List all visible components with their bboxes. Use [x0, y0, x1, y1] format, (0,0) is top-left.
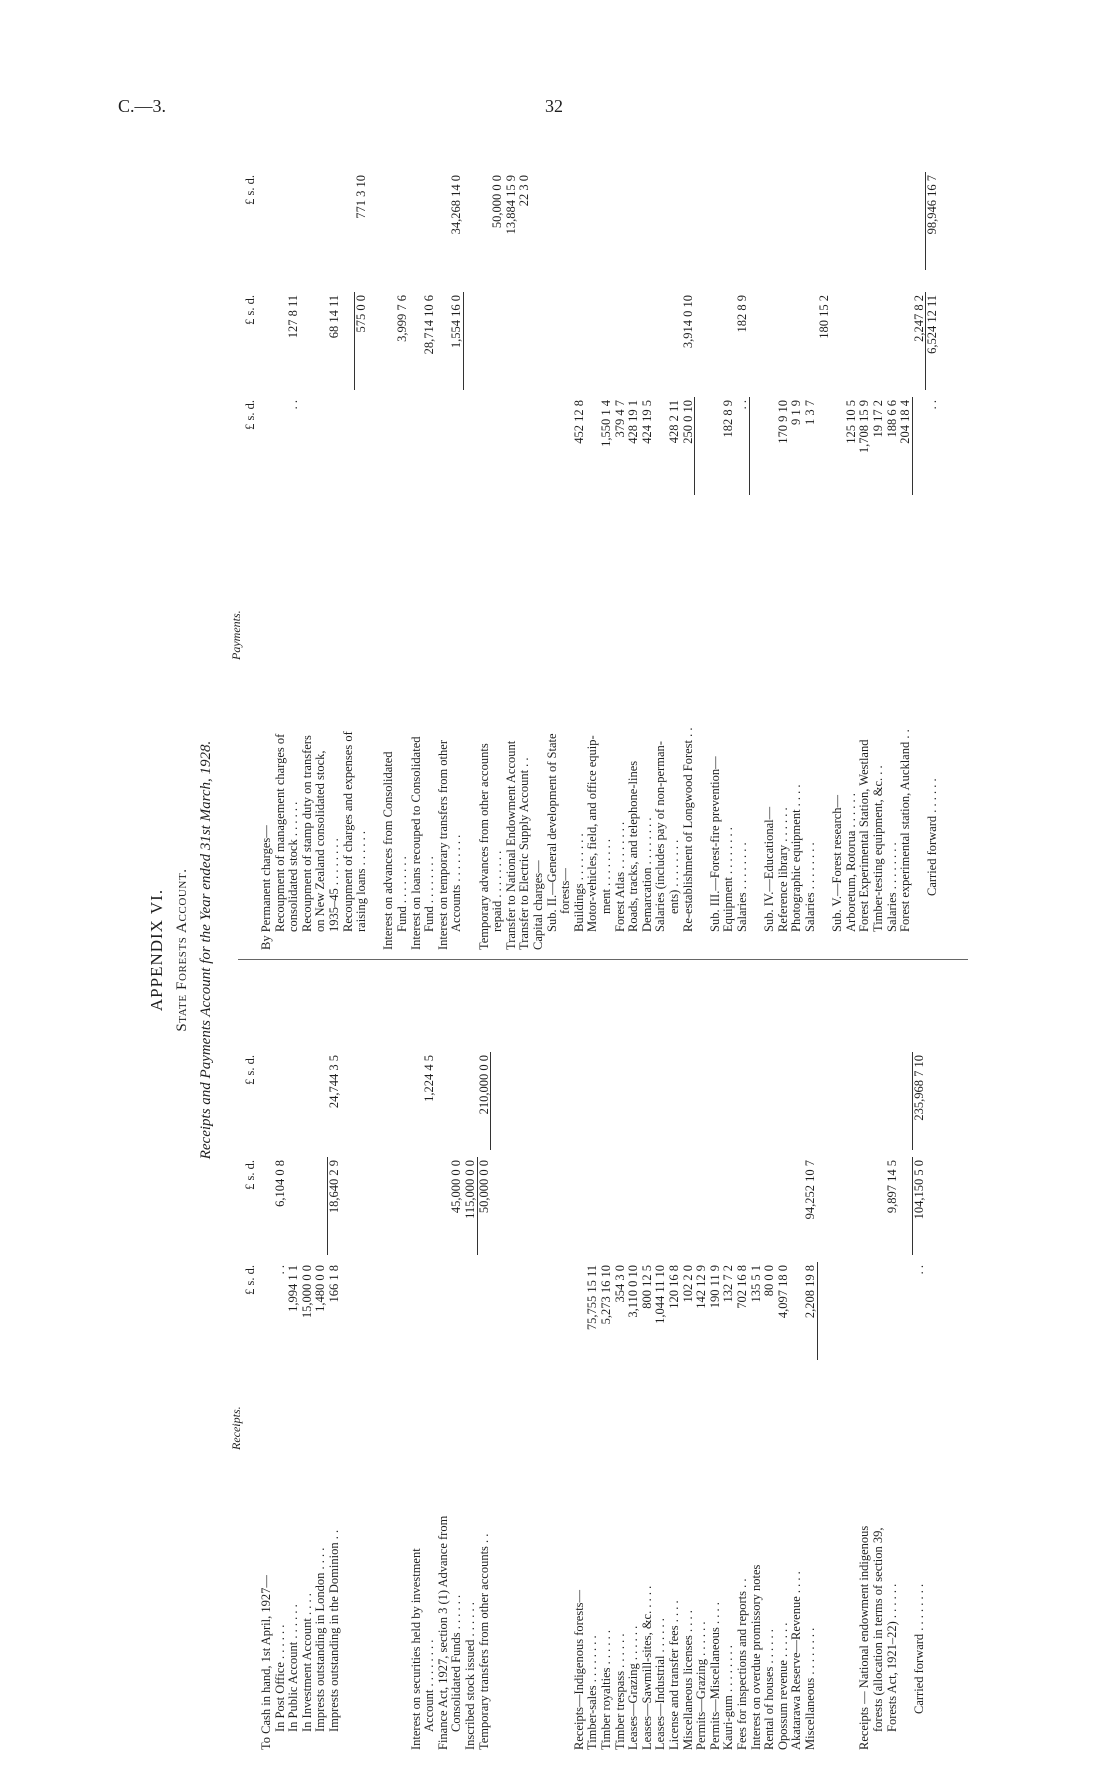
payment-line-label: Fund . . . . . . . .: [395, 856, 409, 932]
receipt-line-label: Forests Act, 1921–22) . . . . . .: [884, 1583, 899, 1732]
receipt-line-label: Akatarawa Reserve—Revenue . . . .: [789, 1571, 804, 1750]
payment-total-amount: 98,946 16 7: [925, 175, 940, 235]
receipt-line-label: Timber trespass . . . . . .: [612, 1633, 627, 1750]
receipt-subtotal-amount: 104,150 5 0: [911, 1160, 926, 1220]
receipt-line-amount: 142 12 9: [694, 1265, 709, 1309]
payment-line-label: Timber-testing equipment, &c. . .: [871, 765, 885, 932]
payment-total-amount: 50,000 0 0: [490, 175, 505, 229]
receipt-line-amount: . .: [911, 1265, 926, 1275]
payment-line-label: Transfer to Electric Supply Account . .: [517, 757, 532, 950]
receipt-subtotal-amount: 94,252 10 7: [803, 1160, 817, 1220]
statement-subtitle: Receipts and Payments Account for the Year ended 31st March, 1928.: [198, 740, 214, 1160]
payment-line-amount: 204 18 4: [898, 400, 913, 444]
payment-line-label: repaid . . . . . . . .: [490, 850, 505, 932]
payment-line-amount: . .: [735, 400, 749, 410]
payment-line-label: Temporary advances from other accounts: [476, 743, 491, 950]
payment-line-amount: 428 2 11: [667, 400, 681, 444]
receipt-line-amount: 1,480 0 0: [313, 1265, 328, 1312]
payment-line-label: Arboretum, Rotorua . . . . . .: [843, 793, 858, 932]
receipt-line-label: Leases—Industrial . . . . . .: [653, 1618, 668, 1750]
payment-line-label: ment . . . . . . . .: [599, 839, 613, 914]
payment-subtotal-amount: 3,999 7 6: [395, 295, 409, 342]
receipt-line-label: Leases—Sawmill-sites, &c. . . . .: [639, 1585, 654, 1750]
payment-line-label: Salaries (includes pay of non-perman-: [653, 741, 668, 932]
receipt-line-amount: 190 11 9: [707, 1265, 722, 1309]
receipt-sum-rule: [912, 1052, 913, 1150]
receipt-line-amount: 132 7 2: [721, 1265, 736, 1303]
payment-line-label: Forest experimental station, Auckland . .: [898, 729, 913, 932]
payment-subtotal-amount: 1,554 16 0: [449, 295, 464, 349]
payment-line-amount: 125 10 5: [843, 400, 858, 444]
receipt-line-label: In Post Office . . . . . .: [272, 1624, 287, 1732]
payment-line-label: Forest Experimental Station, Westland: [857, 739, 872, 932]
payment-line-label: Buildings . . . . . . . .: [571, 833, 586, 932]
payment-total-amount: 771 3 10: [354, 175, 369, 219]
payment-line-label: Recoupment of charges and expenses of: [340, 731, 355, 932]
receipt-line-label: Account . . . . . . . .: [422, 1639, 437, 1732]
payment-subtotal-amount: 182 8 9: [735, 295, 749, 333]
receipt-line-label: Permits—Miscellaneous . . . .: [707, 1602, 722, 1750]
receipt-line-label: Opossum revenue . . . . . .: [775, 1622, 790, 1750]
payment-subtotal-amount: 2,247 8 2: [911, 295, 926, 342]
payment-line-label: Carried forward . . . . . .: [925, 778, 940, 896]
receipt-line-label: Rental of houses . . . . . .: [762, 1629, 777, 1750]
receipt-line-label: Temporary transfers from other accounts . .: [476, 1533, 491, 1750]
payment-sum-rule: [463, 292, 464, 390]
receipt-currency-head: £ s. d.: [243, 1265, 257, 1295]
payment-sum-rule: [912, 397, 913, 495]
receipt-line-label: Permits—Grazing . . . . . .: [694, 1621, 709, 1750]
payment-sum-rule: [694, 397, 695, 495]
payment-subtotal-amount: 127 8 11: [286, 295, 301, 339]
appendix-title: APPENDIX VI.: [147, 888, 166, 1012]
payment-line-amount: 1,550 1 4: [599, 400, 613, 447]
payment-subtotal-amount: 6,524 12 11: [925, 295, 940, 354]
payment-line-amount: 182 8 9: [721, 400, 736, 438]
payment-line-label: on New Zealand consolidated stock,: [313, 750, 328, 932]
payment-line-label: 1935–45 . . . . . . . .: [327, 838, 341, 932]
payment-currency-head: £ s. d.: [243, 295, 257, 325]
payment-line-label: Sub. V.—Forest research—: [830, 794, 845, 932]
payment-subtotal-amount: 180 15 2: [816, 295, 831, 339]
payment-line-label: Photographic equipment . . . .: [789, 784, 804, 932]
payment-line-amount: 452 12 8: [571, 400, 586, 444]
payment-line-label: Salaries . . . . . . . .: [803, 842, 817, 932]
receipt-currency-head: £ s. d.: [243, 1160, 257, 1190]
payment-sum-rule: [749, 397, 750, 495]
receipt-line-label: Miscellaneous licenses . . . .: [680, 1610, 695, 1750]
receipt-line-label: License and transfer fees . . . .: [667, 1600, 681, 1750]
payment-subtotal-amount: 575 0 0: [354, 295, 369, 333]
payment-line-label: Motor-vehicles, field, and office equip-: [585, 735, 600, 932]
payment-line-label: Sub. II.—General development of State: [544, 733, 559, 932]
receipt-line-label: Carried forward . . . . . . . .: [911, 1583, 926, 1714]
payment-subtotal-amount: 68 14 11: [327, 295, 341, 339]
payment-line-amount: 1,708 15 9: [857, 400, 872, 454]
receipt-line-label: Receipts — National endowment indigenous: [857, 1525, 872, 1750]
payment-line-label: Roads, tracks, and telephone-lines: [626, 760, 641, 932]
payment-sum-rule: [354, 292, 355, 390]
payment-line-label: raising loans . . . . . .: [354, 830, 369, 932]
receipt-line-amount: 135 5 1: [748, 1265, 763, 1303]
payment-line-label: Interest on loans recouped to Consolidated: [408, 736, 423, 950]
page-ref: C.—3.: [118, 96, 167, 116]
receipt-line-amount: 166 1 8: [327, 1265, 341, 1303]
receipt-line-label: Miscellaneous . . . . . . . .: [803, 1627, 817, 1750]
payment-line-label: Equipment . . . . . . . .: [721, 827, 736, 932]
receipt-line-amount: 4,097 18 0: [775, 1265, 790, 1319]
receipt-line-label: Imprests outstanding in London . . . .: [313, 1547, 328, 1732]
receipt-line-amount: . .: [272, 1265, 287, 1275]
payment-subtotal-amount: 3,914 0 10: [680, 295, 695, 349]
receipt-line-label: Inscribed stock issued . . . . . .: [463, 1602, 477, 1750]
payment-line-amount: 428 19 1: [626, 400, 641, 444]
receipt-line-amount: 354 3 0: [612, 1265, 627, 1303]
account-title: State Forests Account.: [174, 868, 190, 1032]
payment-line-amount: . .: [286, 400, 301, 410]
receipt-subtotal-amount: 115,000 0 0: [463, 1160, 477, 1219]
payment-line-label: Reference library . . . . . .: [775, 807, 790, 932]
receipt-currency-head: £ s. d.: [243, 1055, 257, 1085]
payment-line-label: Demarcation . . . . . . . .: [639, 817, 654, 932]
payment-line-label: Forest Atlas . . . . . . . .: [612, 821, 627, 932]
payment-line-label: Salaries . . . . . . . .: [884, 842, 899, 932]
center-divider: [238, 959, 968, 960]
receipt-line-amount: 2,208 19 8: [803, 1265, 817, 1319]
receipt-line-label: Interest on overdue promissory notes: [748, 1564, 763, 1750]
payment-line-amount: 188 6 6: [884, 400, 899, 438]
receipt-subtotal-amount: 50,000 0 0: [476, 1160, 491, 1214]
receipt-line-amount: 80 0 0: [762, 1265, 777, 1297]
payment-sum-rule: [925, 292, 926, 390]
payment-subtotal-amount: 28,714 10 6: [422, 295, 437, 355]
payment-line-label: ents) . . . . . . . .: [667, 839, 681, 914]
receipt-sum-rule: [327, 1157, 328, 1255]
receipt-total-amount: 1,224 4 5: [422, 1055, 437, 1102]
payment-line-label: Interest on temporary transfers from other: [435, 740, 450, 950]
receipt-line-label: To Cash in hand, 1st April, 1927—: [259, 1575, 273, 1750]
payment-line-label: consolidated stock . . . . . .: [286, 801, 301, 932]
payment-line-amount: 250 0 10: [680, 400, 695, 444]
payment-line-amount: 9 1 9: [789, 400, 804, 425]
payment-total-amount: 34,268 14 0: [449, 175, 464, 235]
payment-line-label: Sub. IV.—Educational—: [762, 806, 777, 932]
receipt-line-amount: 75,755 15 11: [585, 1265, 600, 1331]
payment-line-amount: 19 17 2: [871, 400, 885, 438]
payment-line-amount: . .: [925, 400, 940, 410]
payment-line-label: Recoupment of stamp duty on transfers: [299, 735, 314, 932]
receipt-line-amount: 1,994 1 1: [286, 1265, 301, 1312]
rotated-statement: [147, 150, 980, 1750]
receipt-subtotal-amount: 6,104 0 8: [272, 1160, 287, 1207]
payment-line-label: Re-establishment of Longwood Forest . .: [680, 727, 695, 932]
payment-line-label: Recoupment of management charges of: [272, 733, 287, 932]
receipt-line-amount: 1,044 11 10: [653, 1265, 668, 1324]
receipt-line-label: Imprests outstanding in the Dominion . .: [327, 1529, 341, 1732]
receipt-line-label: Consolidated Funds . . . . . .: [449, 1594, 464, 1732]
payment-line-amount: 170 9 10: [775, 400, 790, 444]
payments-heading: Payments.: [229, 610, 243, 660]
receipt-line-label: Leases—Grazing . . . . . .: [626, 1625, 641, 1750]
receipt-total-amount: 210,000 0 0: [476, 1055, 491, 1115]
receipt-line-label: Timber-sales . . . . . . . .: [585, 1635, 600, 1750]
receipt-line-label: Timber royalties . . . . . .: [599, 1629, 613, 1750]
payment-line-label: Interest on advances from Consolidated: [381, 751, 396, 950]
receipt-line-amount: 800 12 5: [639, 1265, 654, 1309]
receipt-sum-rule: [912, 1157, 913, 1255]
receipt-line-amount: 102 2 0: [680, 1265, 695, 1303]
payment-line-label: Fund . . . . . . . .: [422, 856, 437, 932]
receipt-line-amount: 15,000 0 0: [299, 1265, 314, 1319]
page-number: 32: [545, 96, 563, 116]
payment-total-amount: 13,884 15 9: [503, 175, 518, 235]
receipt-line-label: Receipts—Indigenous forests—: [571, 1589, 586, 1750]
payment-line-amount: 379 4 7: [612, 400, 627, 438]
receipt-line-amount: 3,110 0 10: [626, 1265, 641, 1318]
payment-line-label: By Permanent charges—: [259, 825, 273, 950]
payment-line-label: forests—: [558, 868, 573, 914]
receipt-subtotal-amount: 18,640 2 9: [327, 1160, 341, 1214]
receipts-heading: Receipts.: [229, 1406, 243, 1450]
receipt-line-label: In Public Account . . . . . .: [286, 1604, 301, 1732]
receipt-line-label: In Investment Account . . . .: [299, 1593, 314, 1732]
payment-total-amount: 22 3 0: [517, 175, 532, 207]
receipt-line-amount: 120 16 8: [667, 1265, 681, 1309]
payment-sum-rule: [925, 172, 926, 270]
receipt-total-amount: 235,968 7 10: [911, 1055, 926, 1121]
receipt-sum-rule: [817, 1262, 818, 1360]
payment-line-label: Transfer to National Endowment Account: [503, 740, 518, 950]
receipt-line-amount: 702 16 8: [735, 1265, 749, 1309]
receipt-line-label: Kauri-gum . . . . . . . .: [721, 1645, 736, 1750]
receipt-sum-rule: [477, 1157, 478, 1255]
payment-line-amount: 424 19 5: [639, 400, 654, 444]
receipt-sum-rule: [490, 1052, 491, 1150]
payment-line-label: Capital charges—: [531, 860, 545, 950]
receipt-subtotal-amount: 45,000 0 0: [449, 1160, 464, 1214]
receipt-line-label: forests (allocation in terms of section 39,: [871, 1527, 885, 1732]
receipt-line-amount: 5,273 16 10: [599, 1265, 613, 1325]
receipt-subtotal-amount: 9,897 14 5: [884, 1160, 899, 1214]
receipt-total-amount: 24,744 3 5: [327, 1055, 341, 1109]
payment-currency-head: £ s. d.: [243, 175, 257, 205]
receipt-line-label: Finance Act, 1927, section 3 (1) Advance from: [435, 1515, 450, 1750]
payment-line-label: Salaries . . . . . . . .: [735, 842, 749, 932]
payment-currency-head: £ s. d.: [243, 400, 257, 430]
receipt-line-label: Fees for inspections and reports . .: [735, 1578, 749, 1750]
payment-line-label: Accounts . . . . . . . .: [449, 834, 464, 932]
receipt-line-label: Interest on securities held by investment: [408, 1548, 423, 1750]
payment-line-amount: 1 3 7: [803, 400, 817, 425]
payment-line-label: Sub. III.—Forest-fire prevention—: [707, 756, 722, 932]
